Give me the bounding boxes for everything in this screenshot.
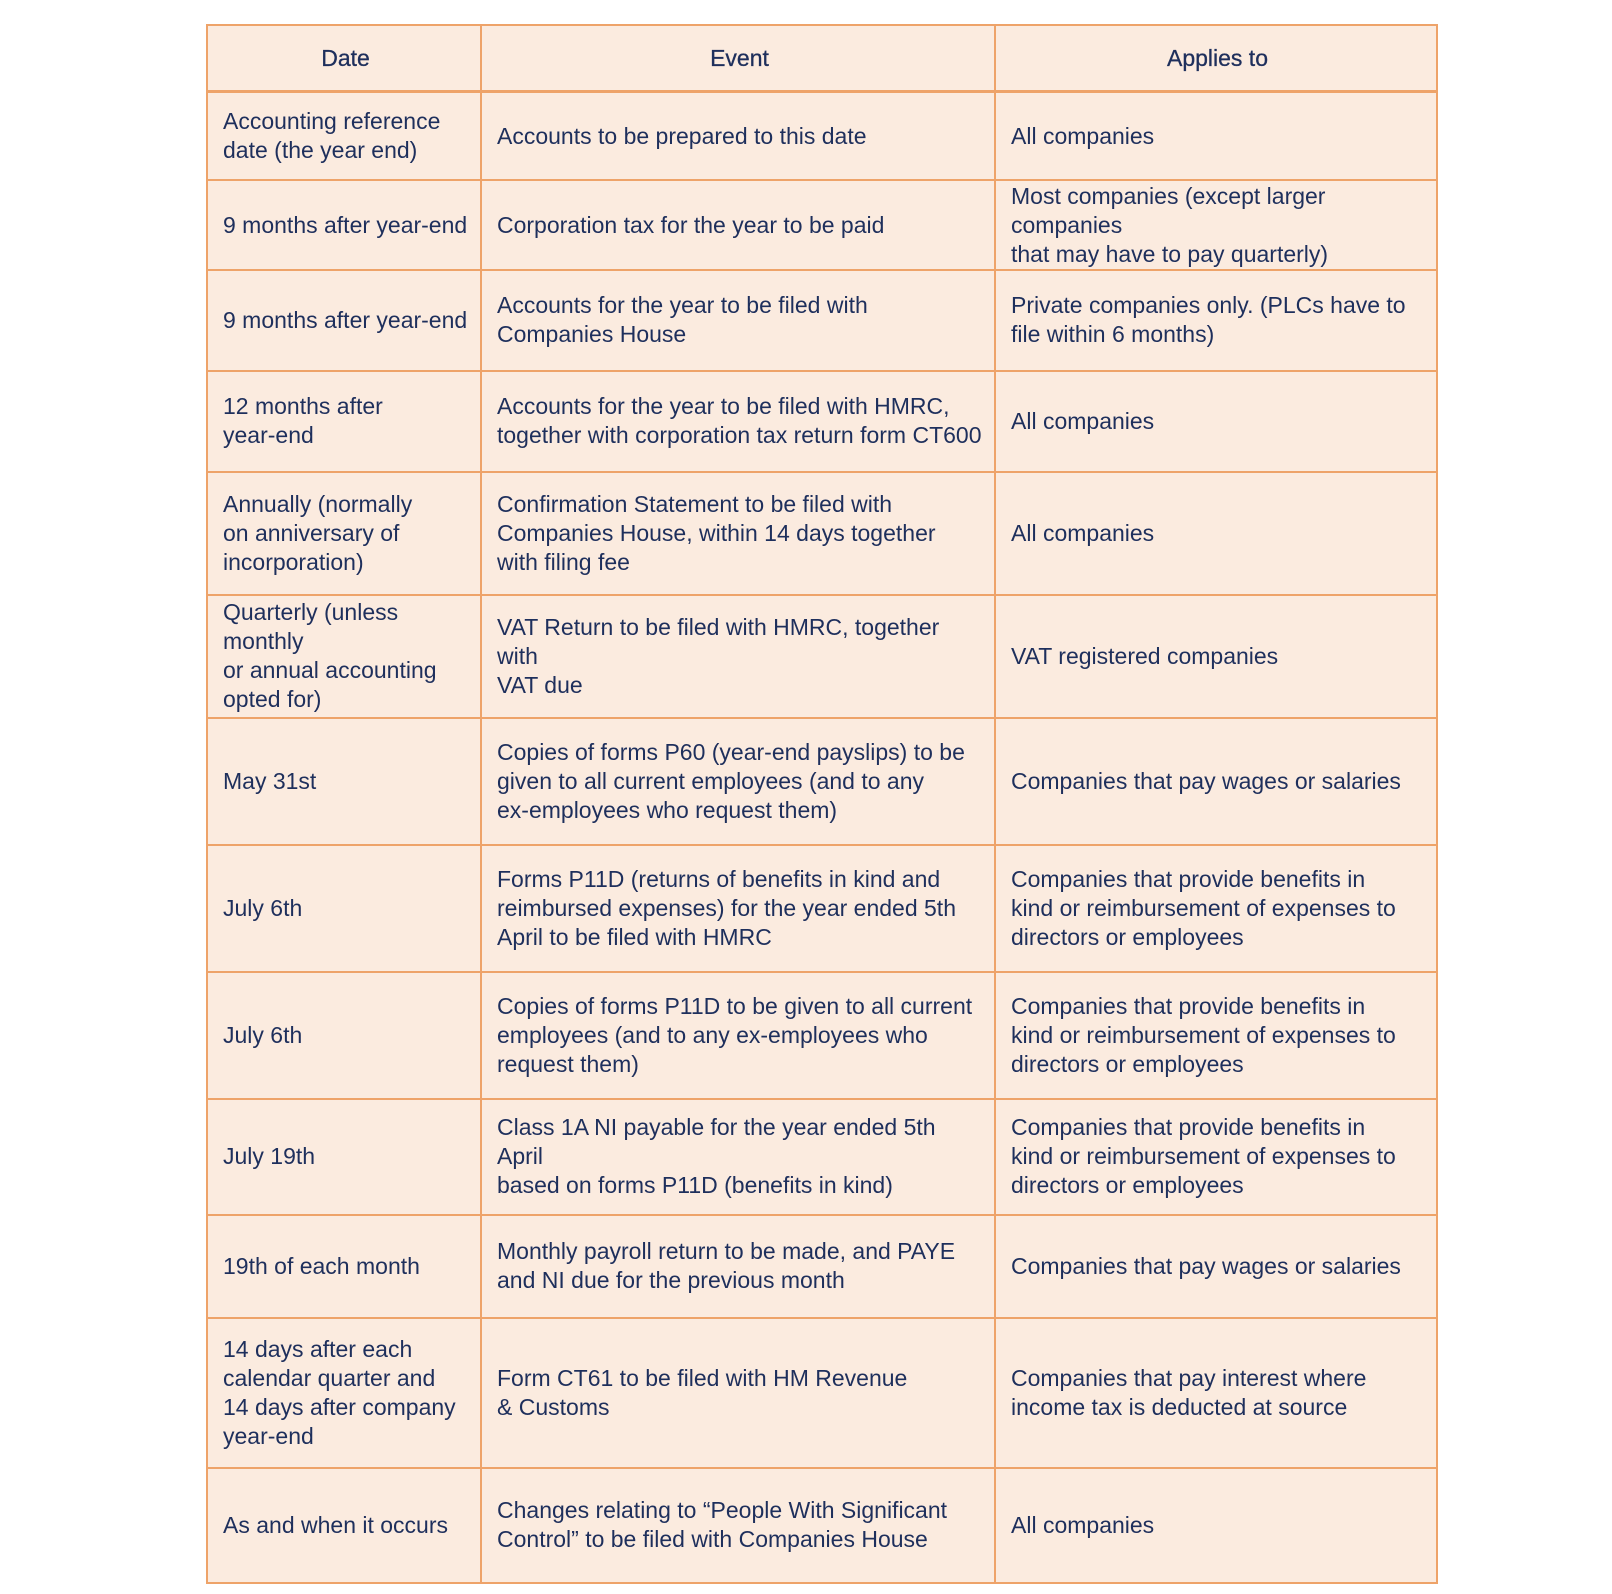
cell-text: All companies: [1011, 519, 1155, 546]
cell-text: All companies: [1011, 122, 1155, 149]
column-header-applies-to: Applies to: [995, 25, 1437, 92]
applies-to-cell: [995, 371, 1437, 472]
date-cell: [207, 972, 481, 1099]
event-cell: [481, 270, 995, 371]
cell-text: VAT Return to be filed with HMRC, together with VAT due: [497, 613, 940, 698]
applies-to-cell: [995, 595, 1437, 718]
applies-to-cell: [995, 845, 1437, 972]
cell-text: Copies of forms P11D to be given to all current employees (and to any ex-employees who request them): [497, 992, 973, 1077]
applies-to-cell: [995, 1099, 1437, 1215]
cell-text: 19th of each month: [223, 1252, 420, 1279]
applies-to-cell: [995, 1468, 1437, 1583]
date-cell: [207, 1215, 481, 1318]
event-cell: [481, 180, 995, 270]
event-cell: [481, 845, 995, 972]
date-cell: [207, 845, 481, 972]
cell-text: Private companies only. (PLCs have to file within 6 months): [1011, 292, 1406, 348]
cell-text: Changes relating to “People With Significant Control” to be filed with Companies House: [497, 1497, 948, 1553]
applies-to-cell: [995, 92, 1437, 181]
applies-to-cell: [995, 718, 1437, 845]
cell-text: As and when it occurs: [223, 1511, 449, 1538]
cell-text: Form CT61 to be filed with HM Revenue & Customs: [497, 1364, 908, 1420]
deadlines-table: [206, 24, 1438, 1584]
event-cell: [481, 972, 995, 1099]
cell-text: 14 days after each calendar quarter and 14 days after company year-end: [223, 1335, 456, 1449]
cell-text: Accounting reference date (the year end): [223, 108, 441, 164]
event-cell: [481, 1468, 995, 1583]
event-cell: [481, 595, 995, 718]
cell-text: Companies that pay wages or salaries: [1011, 767, 1401, 794]
date-cell: [207, 92, 481, 181]
date-cell: [207, 371, 481, 472]
table-row: [207, 371, 1437, 472]
cell-text: Accounts for the year to be filed with HMRC, together with corporation tax return form CT600: [497, 393, 982, 449]
table-row: [207, 845, 1437, 972]
date-cell: [207, 1318, 481, 1468]
column-header-event: Event: [481, 25, 995, 92]
cell-text: Forms P11D (returns of benefits in kind and reimbursed expenses) for the year ended 5th April to be filed with HMRC: [497, 865, 956, 950]
cell-text: 12 months after year-end: [223, 393, 383, 449]
table-row: [207, 472, 1437, 595]
table-row: [207, 972, 1437, 1099]
cell-text: Most companies (except larger companies that may have to pay quarterly): [1011, 182, 1329, 267]
cell-text: Companies that provide benefits in kind or reimbursement of expenses to directors or employees: [1011, 1114, 1396, 1199]
cell-text: All companies: [1011, 407, 1155, 434]
date-cell: [207, 595, 481, 718]
applies-to-cell: [995, 180, 1437, 270]
cell-text: May 31st: [223, 767, 317, 794]
event-cell: [481, 1215, 995, 1318]
event-cell: [481, 718, 995, 845]
cell-text: All companies: [1011, 1511, 1155, 1538]
table-row: [207, 1215, 1437, 1318]
applies-to-cell: [995, 270, 1437, 371]
cell-text: July 6th: [223, 1021, 303, 1048]
cell-text: Companies that pay interest where income tax is deducted at source: [1011, 1364, 1367, 1420]
cell-text: Corporation tax for the year to be paid: [497, 211, 885, 238]
table-row: [207, 595, 1437, 718]
table-row: [207, 1468, 1437, 1583]
event-cell: [481, 472, 995, 595]
date-cell: [207, 270, 481, 371]
cell-text: July 19th: [223, 1143, 316, 1170]
event-cell: [481, 92, 995, 181]
applies-to-cell: [995, 472, 1437, 595]
cell-text: Quarterly (unless monthly or annual accounting opted for): [223, 599, 437, 713]
event-cell: [481, 371, 995, 472]
applies-to-cell: [995, 972, 1437, 1099]
event-cell: [481, 1318, 995, 1468]
table-row: [207, 1099, 1437, 1215]
date-cell: [207, 1468, 481, 1583]
cell-text: Companies that provide benefits in kind or reimbursement of expenses to directors or employees: [1011, 992, 1396, 1077]
date-cell: [207, 180, 481, 270]
cell-text: Copies of forms P60 (year-end payslips) to be given to all current employees (and to any ex-employees who request them): [497, 738, 965, 823]
cell-text: 9 months after year-end: [223, 306, 468, 333]
event-cell: [481, 1099, 995, 1215]
date-cell: [207, 718, 481, 845]
date-cell: [207, 1099, 481, 1215]
cell-text: Accounts for the year to be filed with Companies House: [497, 292, 868, 348]
cell-text: Class 1A NI payable for the year ended 5th April based on forms P11D (benefits in kind): [497, 1114, 936, 1199]
date-cell: [207, 472, 481, 595]
table-row: [207, 718, 1437, 845]
table-row: [207, 92, 1437, 181]
table-row: [207, 270, 1437, 371]
cell-text: Accounts to be prepared to this date: [497, 122, 867, 149]
cell-text: 9 months after year-end: [223, 211, 468, 238]
applies-to-cell: [995, 1318, 1437, 1468]
cell-text: July 6th: [223, 894, 303, 921]
table-row: [207, 180, 1437, 270]
applies-to-cell: [995, 1215, 1437, 1318]
cell-text: Companies that provide benefits in kind or reimbursement of expenses to directors or employees: [1011, 865, 1396, 950]
cell-text: Monthly payroll return to be made, and PAYE and NI due for the previous month: [497, 1238, 956, 1294]
table-row: [207, 1318, 1437, 1468]
cell-text: Confirmation Statement to be filed with Companies House, within 14 days together with filing fee: [497, 490, 936, 575]
cell-text: Annually (normally on anniversary of incorporation): [223, 490, 413, 575]
header-row: [207, 25, 1437, 92]
cell-text: Companies that pay wages or salaries: [1011, 1252, 1401, 1279]
column-header-date: Date: [207, 25, 481, 92]
cell-text: VAT registered companies: [1011, 642, 1279, 669]
